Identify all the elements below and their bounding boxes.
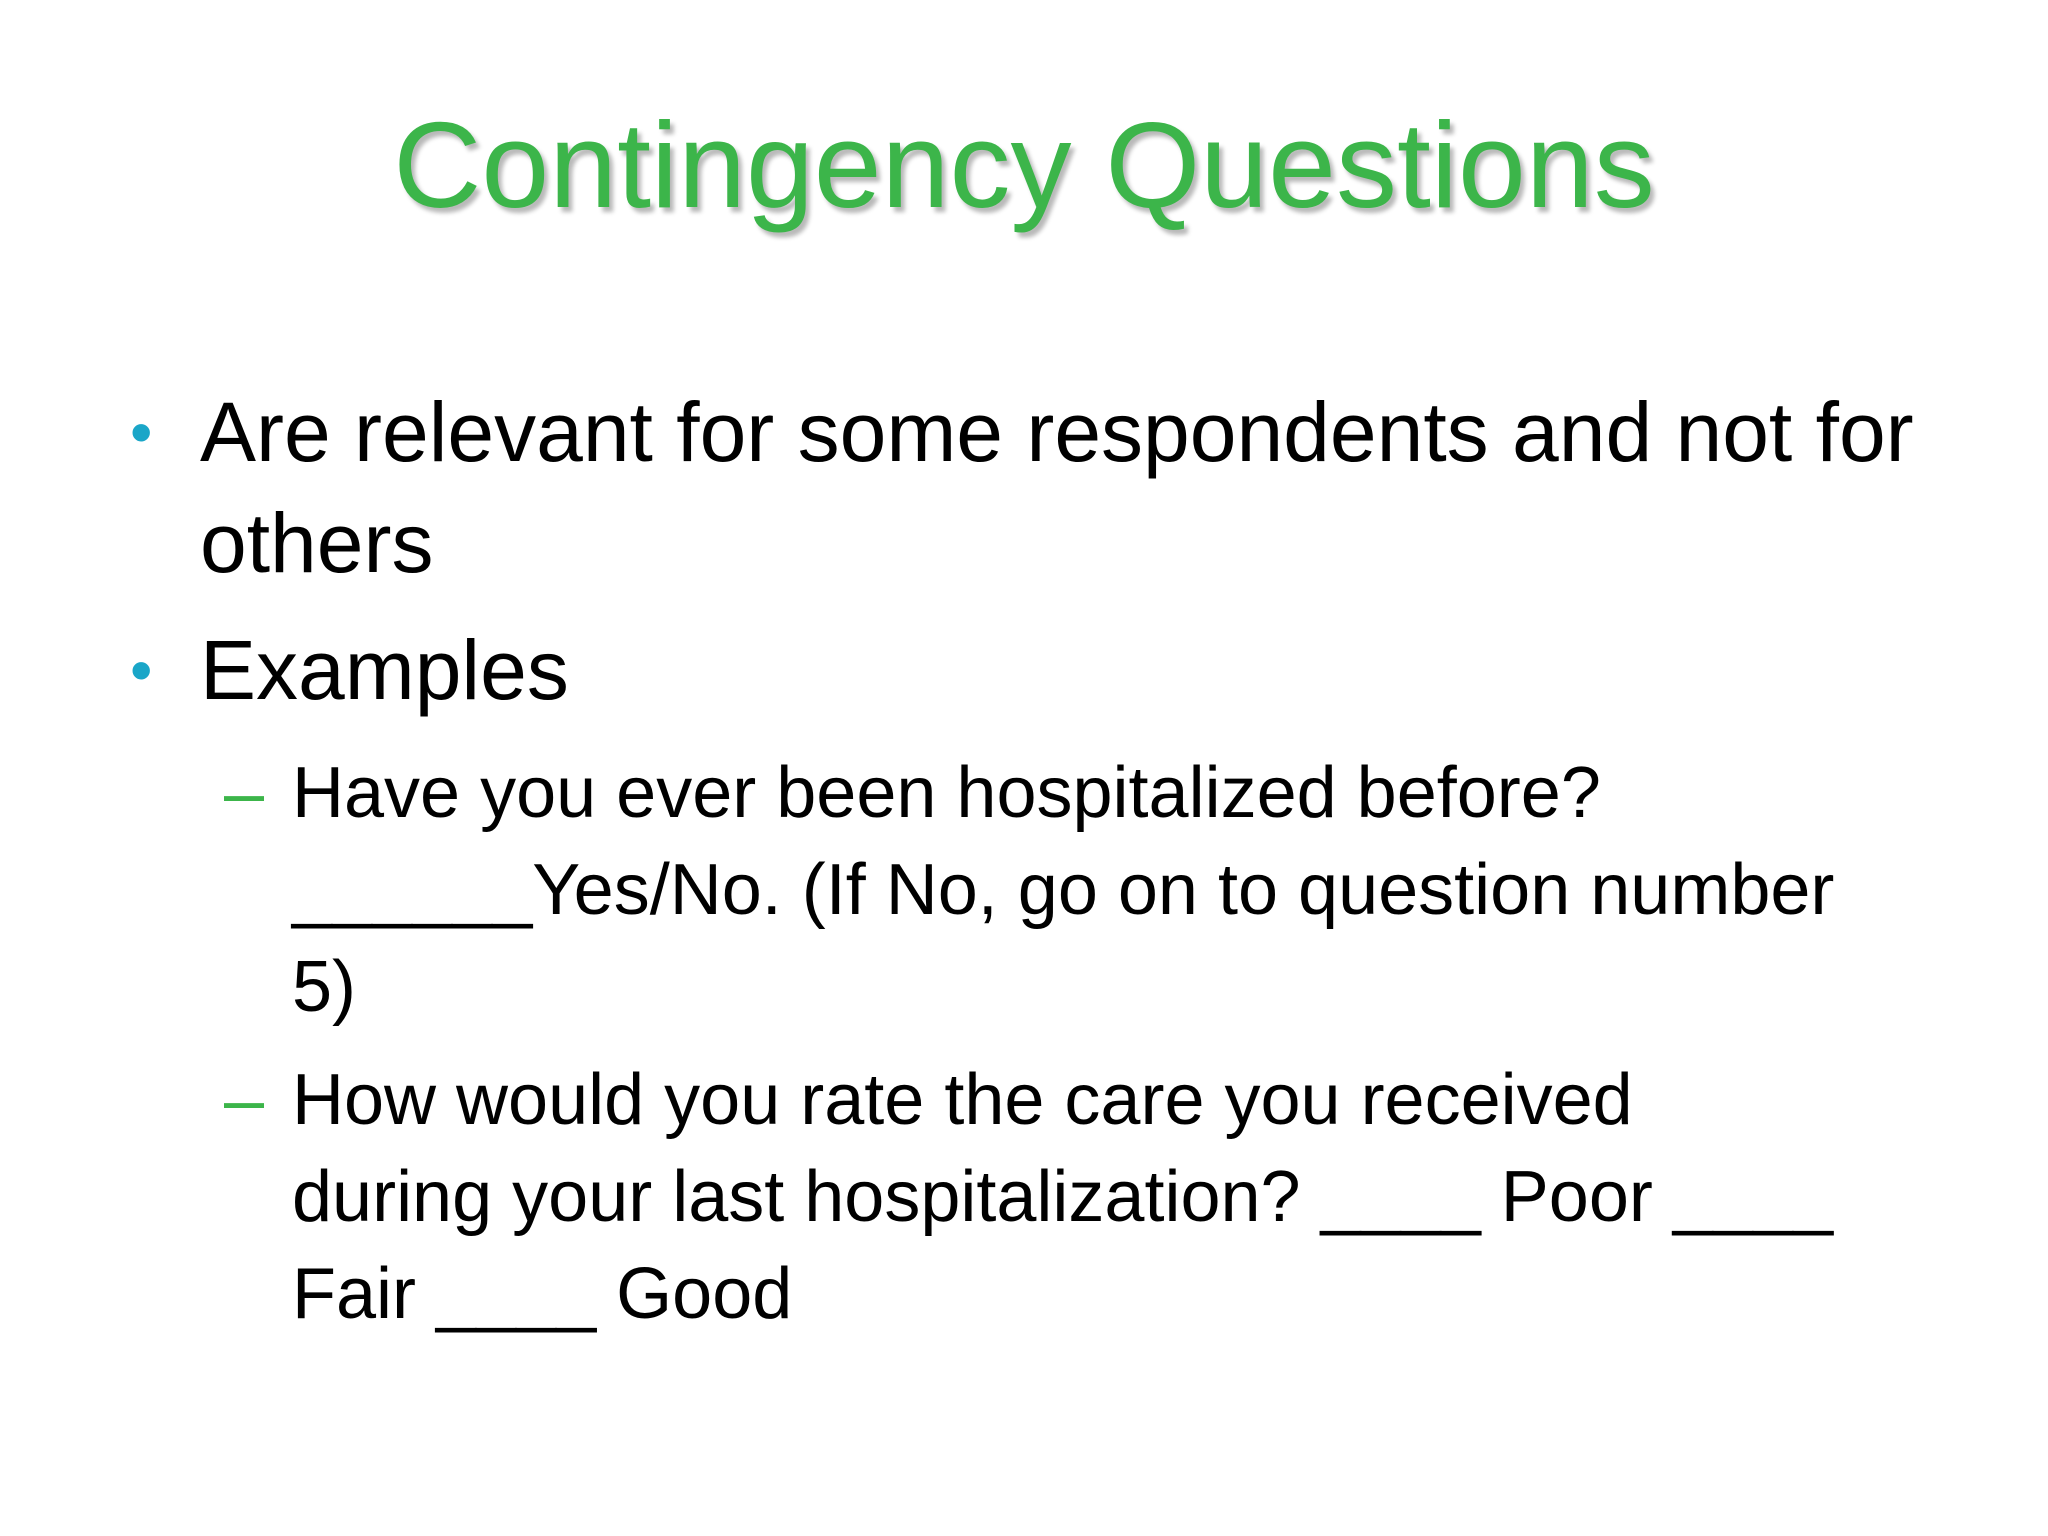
bullet-text: Examples [200,623,569,717]
sub-bullet-text: How would you rate the care you received during your last hospitalization? ____ Poor ____ Fair ____ Good [292,1060,1834,1334]
bullet-dot-icon: • [130,634,153,706]
sub-bullet-item [224,1052,1852,1343]
slide-title: Contingency Questions [393,97,1655,233]
bullet-item [130,615,1960,726]
dash-bullet-icon: – [224,1060,265,1140]
bullet-text: Are relevant for some respondents and not for others [200,385,1914,590]
sub-bullet-item [224,745,1852,1036]
bullet-dot-icon: • [130,396,153,468]
sub-bullet-text: Have you ever been hospitalized before? ______Yes/No. (If No, go on to question number 5) [292,753,1835,1027]
bullet-item [130,377,1960,599]
dash-bullet-icon: – [224,753,265,833]
